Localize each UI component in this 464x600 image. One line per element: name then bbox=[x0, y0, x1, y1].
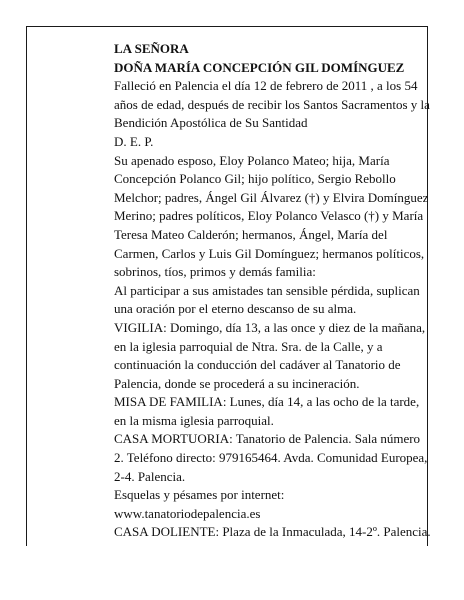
dep-line: D. E. P. bbox=[114, 133, 154, 149]
family-paragraph: Su apenado esposo, Eloy Polanco Mateo; hija, María Concepción Polanco Gil; hijo político, Sergio Rebollo Melchor; padres, Ángel Gil Álvarez (†) y Elvira Domínguez Merino; padres políticos, Eloy Polanco Velasco (†) y María Teresa Mateo Calderón; hermanos, Ángel, María del Carmen, Carlos y Luis Gil Domínguez; hermanos políticos, sobrinos, tíos, primos y demás familia: bbox=[114, 152, 429, 280]
obituary-notice bbox=[114, 40, 432, 542]
mortuary-paragraph: CASA MORTUORIA: Tanatorio de Palencia. Sala número 2. Teléfono directo: 979165464. Avda. Comunidad Europea, 2-4. Palencia. bbox=[114, 431, 428, 484]
request-paragraph: Al participar a sus amistades tan sensible pérdida, suplican una oración por el eterno descanso de su alma. bbox=[114, 282, 420, 317]
notice-title-name: DOÑA MARÍA CONCEPCIÓN GIL DOMÍNGUEZ bbox=[114, 59, 405, 75]
condolences-label: Esquelas y pésames por internet: bbox=[114, 487, 285, 503]
death-paragraph: Falleció en Palencia el día 12 de febrero de 2011 , a los 54 años de edad, después de recibir los Santos Sacramentos y la Bendición Apostólica de Su Santidad bbox=[114, 78, 430, 131]
mass-paragraph: MISA DE FAMILIA: Lunes, día 14, a las ocho de la tarde, en la misma iglesia parroquial. bbox=[114, 394, 420, 428]
vigil-paragraph: VIGILIA: Domingo, día 13, a las once y diez de la mañana, en la iglesia parroquial de Ntra. Sra. de la Calle, y a continuación la conducción del cadáver al Tanatorio de Palencia, donde se procederá a su incineración. bbox=[114, 319, 426, 391]
condolences-url: www.tanatoriodepalencia.es bbox=[114, 505, 261, 521]
notice-title-line1: LA SEÑORA bbox=[114, 41, 189, 56]
home-paragraph: CASA DOLIENTE: Plaza de la Inmaculada, 14-2º. Palencia. bbox=[114, 524, 431, 540]
